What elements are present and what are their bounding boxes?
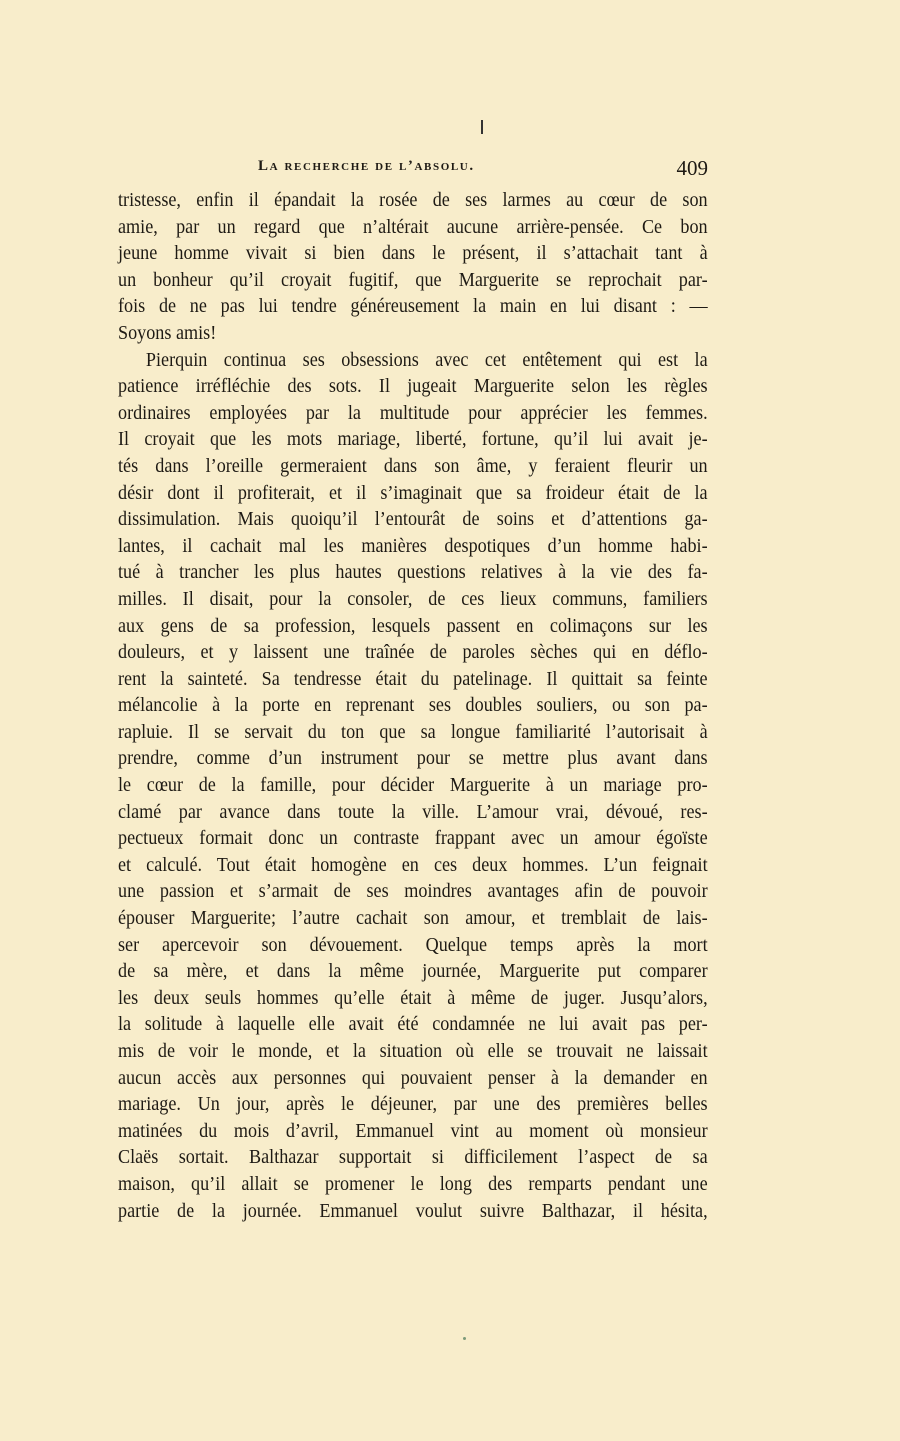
text-line: lantes, il cachait mal les manières despotiques d’un homme habi- xyxy=(118,535,708,557)
text-line: Soyons amis! xyxy=(118,322,217,344)
text-line: Il croyait que les mots mariage, liberté, fortune, qu’il lui avait je- xyxy=(118,429,708,451)
text-line: dissimulation. Mais quoiqu’il l’entourât de soins et d’attentions ga- xyxy=(118,509,708,531)
text-line: douleurs, et y laissent une traînée de paroles sèches qui en déflo- xyxy=(118,642,708,664)
specks xyxy=(463,1337,466,1340)
text-line: le cœur de la famille, pour décider Marguerite à un mariage pro- xyxy=(118,775,708,797)
margin-mark xyxy=(481,120,483,134)
running-title: La recherche de l’absolu. xyxy=(258,158,475,174)
text-line: épouser Marguerite; l’autre cachait son amour, et tremblait de lais- xyxy=(118,908,708,930)
text-line: matinées du mois d’avril, Emmanuel vint au moment où monsieur xyxy=(118,1120,708,1142)
text-line: prendre, comme d’un instrument pour se mettre plus avant dans xyxy=(118,748,708,770)
text-line: rent la sainteté. Sa tendresse était du patelinage. Il quittait sa feinte xyxy=(118,668,708,690)
text-line: jeune homme vivait si bien dans le présent, il s’attachait tant à xyxy=(118,243,708,265)
text-line: désir dont il profiterait, et il s’imaginait que sa froideur était de la xyxy=(118,482,708,504)
page-header xyxy=(258,156,708,182)
text-line: mariage. Un jour, après le déjeuner, par une des premières belles xyxy=(118,1094,708,1116)
text-line: mélancolie à la porte en reprenant ses doubles souliers, ou son pa- xyxy=(118,695,708,717)
text-line: milles. Il disait, pour la consoler, de ces lieux communs, familiers xyxy=(118,588,708,610)
text-line: tés dans l’oreille germeraient dans son âme, y feraient fleurir un xyxy=(118,455,708,477)
text-line: Pierquin continua ses obsessions avec cet entêtement qui est la xyxy=(145,349,708,371)
text-line: rapluie. Il se servait du ton que sa longue familiarité l’autorisait à xyxy=(118,721,708,743)
text-line: fois de ne pas lui tendre généreusement la main en lui disant : — xyxy=(118,296,708,318)
text-line: tristesse, enfin il épandait la rosée de ses larmes au cœur de son xyxy=(118,190,708,211)
text-line: ordinaires employées par la multitude pour apprécier les femmes. xyxy=(118,402,708,424)
page-body xyxy=(118,188,708,1225)
text-line: Claës sortait. Balthazar supportait si difficilement l’aspect de sa xyxy=(118,1147,708,1169)
text-line: aucun accès aux personnes qui pouvaient penser à la demander en xyxy=(118,1067,708,1089)
text-line: mis de voir le monde, et la situation où elle se trouvait ne laissait xyxy=(118,1041,708,1062)
page-number: 409 xyxy=(676,156,708,180)
text-line: un bonheur qu’il croyait fugitif, que Marguerite se reprochait par- xyxy=(118,269,708,291)
text-line: patience irréfléchie des sots. Il jugeait Marguerite selon les règles xyxy=(118,376,708,398)
text-line: partie de la journée. Emmanuel voulut suivre Balthazar, il hésita, xyxy=(118,1200,708,1222)
text-line: maison, qu’il allait se promener le long des remparts pendant une xyxy=(118,1173,708,1195)
text-line: et calculé. Tout était homogène en ces deux hommes. L’un feignait xyxy=(118,854,708,876)
text-line: une passion et s’armait de ses moindres avantages afin de pouvoir xyxy=(118,881,708,903)
text-line: aux gens de sa profession, lesquels passent en colimaçons sur les xyxy=(118,615,708,637)
text-line: amie, par un regard que n’altérait aucune arrière-pensée. Ce bon xyxy=(118,216,708,238)
text-line: les deux seuls hommes qu’elle était à même de juger. Jusqu’alors, xyxy=(118,987,708,1009)
text-line: de sa mère, et dans la même journée, Marguerite put comparer xyxy=(118,961,708,983)
text-line: pectueux formait donc un contraste frappant avec un amour égoïste xyxy=(118,828,708,850)
text-line: clamé par avance dans toute la ville. L’amour vrai, dévoué, res- xyxy=(118,801,708,823)
text-line: ser apercevoir son dévouement. Quelque temps après la mort xyxy=(118,934,708,956)
text-line: tué à trancher les plus hautes questions relatives à la vie des fa- xyxy=(118,562,708,584)
text-line: la solitude à laquelle elle avait été condamnée ne lui avait pas per- xyxy=(118,1014,708,1036)
